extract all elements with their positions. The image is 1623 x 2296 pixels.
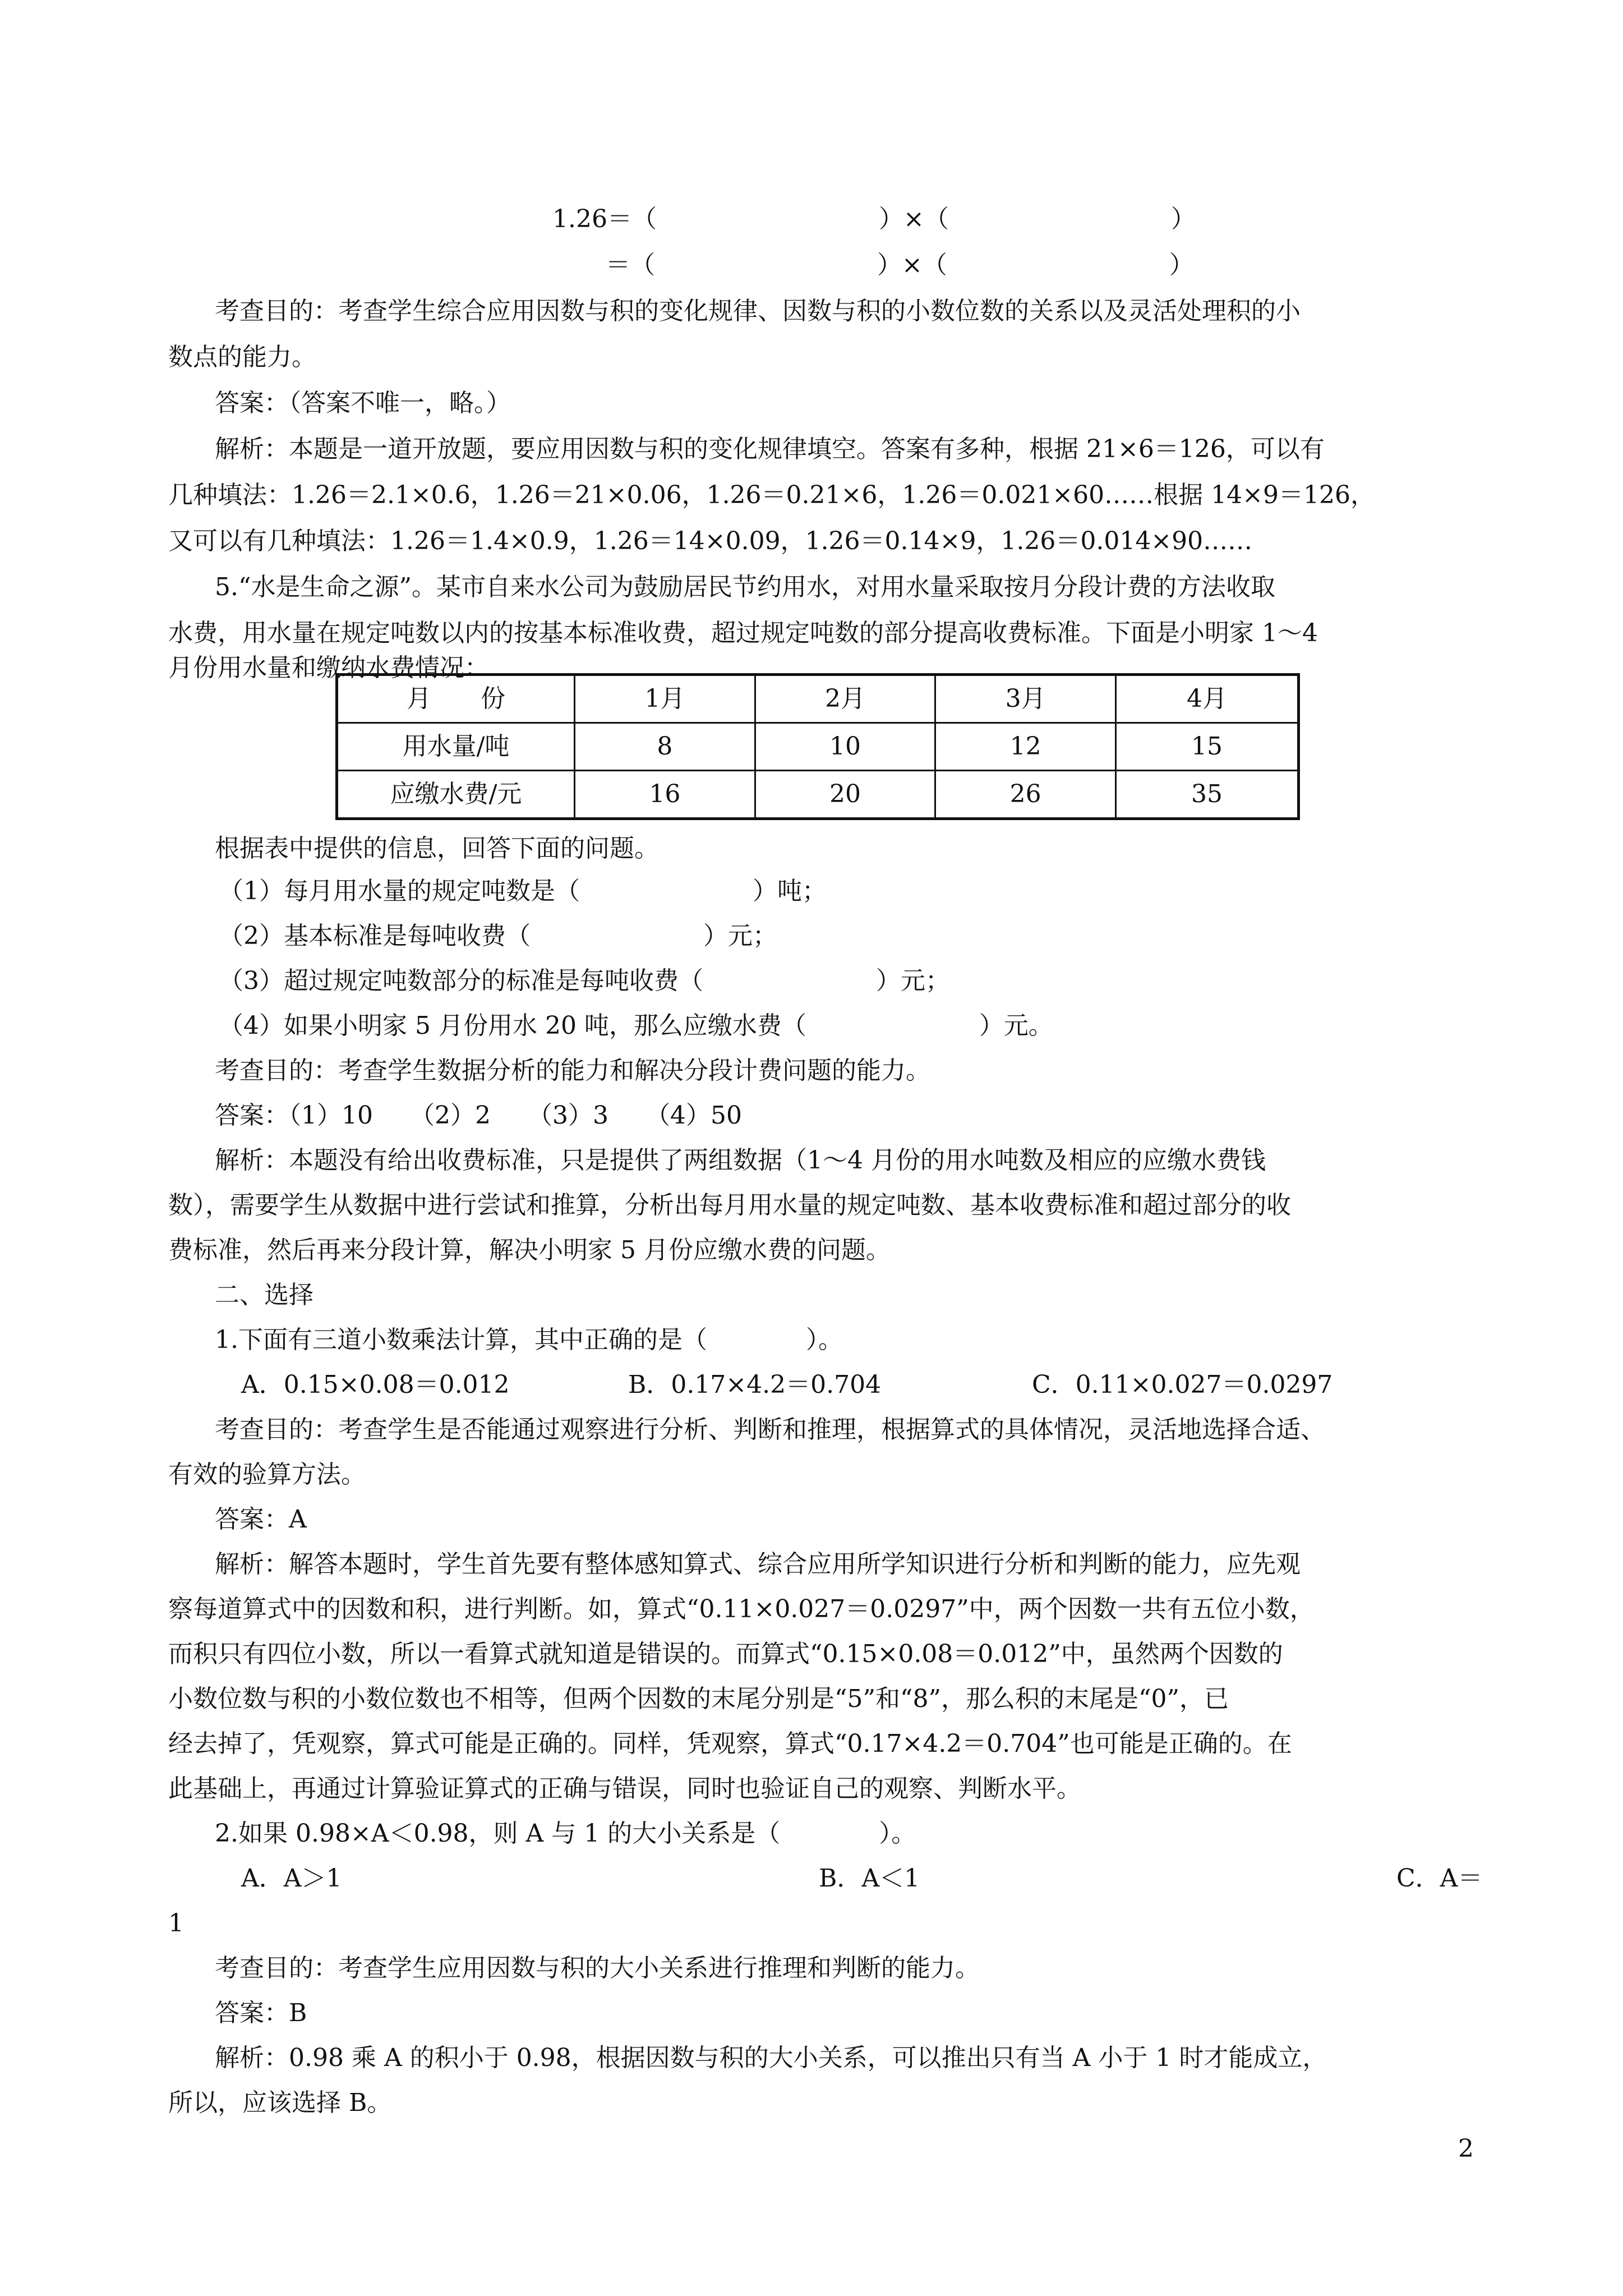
- table-cell: 20: [755, 771, 935, 819]
- page-number: 2: [1458, 2134, 1474, 2163]
- equation-line-2: ＝（ ）×（ ）: [606, 251, 1194, 279]
- equation-line-1: 1.26＝（ ）×（ ）: [552, 205, 1196, 233]
- choice-q2-option-c-wrap: 1: [168, 1909, 184, 1938]
- choice-q2-analysis-line-2: 所以，应该选择 B。: [168, 2088, 392, 2117]
- choice-q1-option-a: A．0.15×0.08＝0.012: [241, 1370, 510, 1399]
- table-cell: 3月: [935, 675, 1116, 723]
- table-cell: 月 份: [337, 675, 575, 723]
- table-cell: 35: [1116, 771, 1299, 819]
- table-cell: 12: [935, 723, 1116, 771]
- table-cell: 4月: [1116, 675, 1299, 723]
- choice-q1-analysis-line-5: 经去掉了，凭观察，算式可能是正确的。同样，凭观察，算式“0.17×4.2＝0.704”也可能是正确的。在: [168, 1729, 1292, 1758]
- choice-q2-stem: 2.如果 0.98×A＜0.98，则 A 与 1 的大小关系是（ ）。: [215, 1819, 916, 1848]
- table-cell: 应缴水费/元: [337, 771, 575, 819]
- choice-q1-analysis-line-1: 解析：解答本题时，学生首先要有整体感知算式、综合应用所学知识进行分析和判断的能力，应先观: [215, 1550, 1301, 1579]
- q5-stem-line-2: 水费，用水量在规定吨数以内的按基本标准收费，超过规定吨数的部分提高收费标准。下面是小明家 1～4: [168, 619, 1318, 647]
- choice-q2-option-b: B．A＜1: [819, 1864, 920, 1893]
- q5-answer: 答案：（1）10 （2）2 （3）3 （4）50: [215, 1101, 742, 1130]
- q5-analysis-line-2: 数），需要学生从数据中进行尝试和推算，分析出每月用水量的规定吨数、基本收费标准和超过部分的收: [168, 1191, 1291, 1220]
- q5-analysis-line-3: 费标准，然后再来分段计算，解决小明家 5 月份应缴水费的问题。: [168, 1236, 891, 1264]
- table-cell: 15: [1116, 723, 1299, 771]
- choice-q1-stem: 1.下面有三道小数乘法计算，其中正确的是（ ）。: [215, 1326, 843, 1354]
- section-heading: 二、选择: [215, 1281, 313, 1309]
- q5-info: 根据表中提供的信息，回答下面的问题。: [215, 834, 659, 863]
- q4-goal-line-2: 数点的能力。: [168, 343, 316, 371]
- choice-q2-analysis-line-1: 解析：0.98 乘 A 的积小于 0.98，根据因数与积的大小关系，可以推出只有当 A 小于 1 时才能成立，: [215, 2044, 1327, 2072]
- q4-analysis-line-2: 几种填法：1.26＝2.1×0.6，1.26＝21×0.06，1.26＝0.21×6，1.26＝0.021×60……根据 14×9＝126，: [168, 481, 1375, 509]
- q4-analysis-line-1: 解析：本题是一道开放题，要应用因数与积的变化规律填空。答案有多种，根据 21×6＝126，可以有: [215, 435, 1325, 463]
- choice-q1-analysis-line-3: 而积只有四位小数，所以一看算式就知道是错误的。而算式“0.15×0.08＝0.012”中，虽然两个因数的: [168, 1640, 1283, 1668]
- table-cell: 8: [575, 723, 755, 771]
- choice-q1-goal-line-2: 有效的验算方法。: [168, 1460, 366, 1489]
- q5-goal: 考查目的：考查学生数据分析的能力和解决分段计费问题的能力。: [215, 1056, 930, 1085]
- choice-q2-answer: 答案：B: [215, 1999, 307, 2027]
- q5-sub-2: （2）基本标准是每吨收费（ ）元；: [219, 922, 777, 950]
- q5-stem-line-1: 5.“水是生命之源”。某市自来水公司为鼓励居民节约用水，对用水量采取按月分段计费的方法收取: [215, 573, 1275, 601]
- q4-goal-line-1: 考查目的：考查学生综合应用因数与积的变化规律、因数与积的小数位数的关系以及灵活处理积的小: [215, 297, 1301, 325]
- q5-sub-4: （4）如果小明家 5 月份用水 20 吨，那么应缴水费（ ）元。: [219, 1011, 1053, 1040]
- q4-answer: 答案：（答案不唯一，略。）: [215, 389, 511, 417]
- choice-q1-analysis-line-2: 察每道算式中的因数和积，进行判断。如，算式“0.11×0.027＝0.0297”中，两个因数一共有五位小数，: [168, 1595, 1315, 1623]
- q5-analysis-line-1: 解析：本题没有给出收费标准，只是提供了两组数据（1～4 月份的用水吨数及相应的应缴水费钱: [215, 1146, 1266, 1175]
- table-cell: 26: [935, 771, 1116, 819]
- table-row: [337, 675, 1299, 723]
- table-cell: 用水量/吨: [337, 723, 575, 771]
- table-cell: 16: [575, 771, 755, 819]
- choice-q1-analysis-line-6: 此基础上，再通过计算验证算式的正确与错误，同时也验证自己的观察、判断水平。: [168, 1774, 1081, 1803]
- choice-q1-answer: 答案：A: [215, 1505, 307, 1534]
- q5-sub-3: （3）超过规定吨数部分的标准是每吨收费（ ）元；: [219, 967, 950, 995]
- choice-q1-option-c: C．0.11×0.027＝0.0297: [1032, 1370, 1333, 1399]
- table-row: [337, 723, 1299, 771]
- table-cell: 2月: [755, 675, 935, 723]
- q5-stem-line-3: 月份用水量和缴纳水费情况：: [168, 654, 489, 682]
- choice-q1-goal-line-1: 考查目的：考查学生是否能通过观察进行分析、判断和推理，根据算式的具体情况，灵活地选择合适、: [215, 1415, 1325, 1444]
- choice-q1-option-b: B．0.17×4.2＝0.704: [628, 1370, 882, 1399]
- choice-q2-goal: 考查目的：考查学生应用因数与积的大小关系进行推理和判断的能力。: [215, 1954, 980, 1982]
- table-cell: 1月: [575, 675, 755, 723]
- choice-q2-option-a: A．A＞1: [241, 1864, 342, 1893]
- table-row: [337, 771, 1299, 819]
- table-cell: 10: [755, 723, 935, 771]
- q5-sub-1: （1）每月用水量的规定吨数是（ ）吨；: [219, 877, 827, 905]
- water-usage-table: [335, 673, 1300, 820]
- choice-q2-option-c: C．A＝: [1396, 1864, 1483, 1893]
- choice-q1-analysis-line-4: 小数位数与积的小数位数也不相等，但两个因数的末尾分别是“5”和“8”，那么积的末尾是“0”，已: [168, 1685, 1229, 1713]
- q4-analysis-line-3: 又可以有几种填法：1.26＝1.4×0.9，1.26＝14×0.09，1.26＝0.14×9，1.26＝0.014×90……: [168, 527, 1253, 555]
